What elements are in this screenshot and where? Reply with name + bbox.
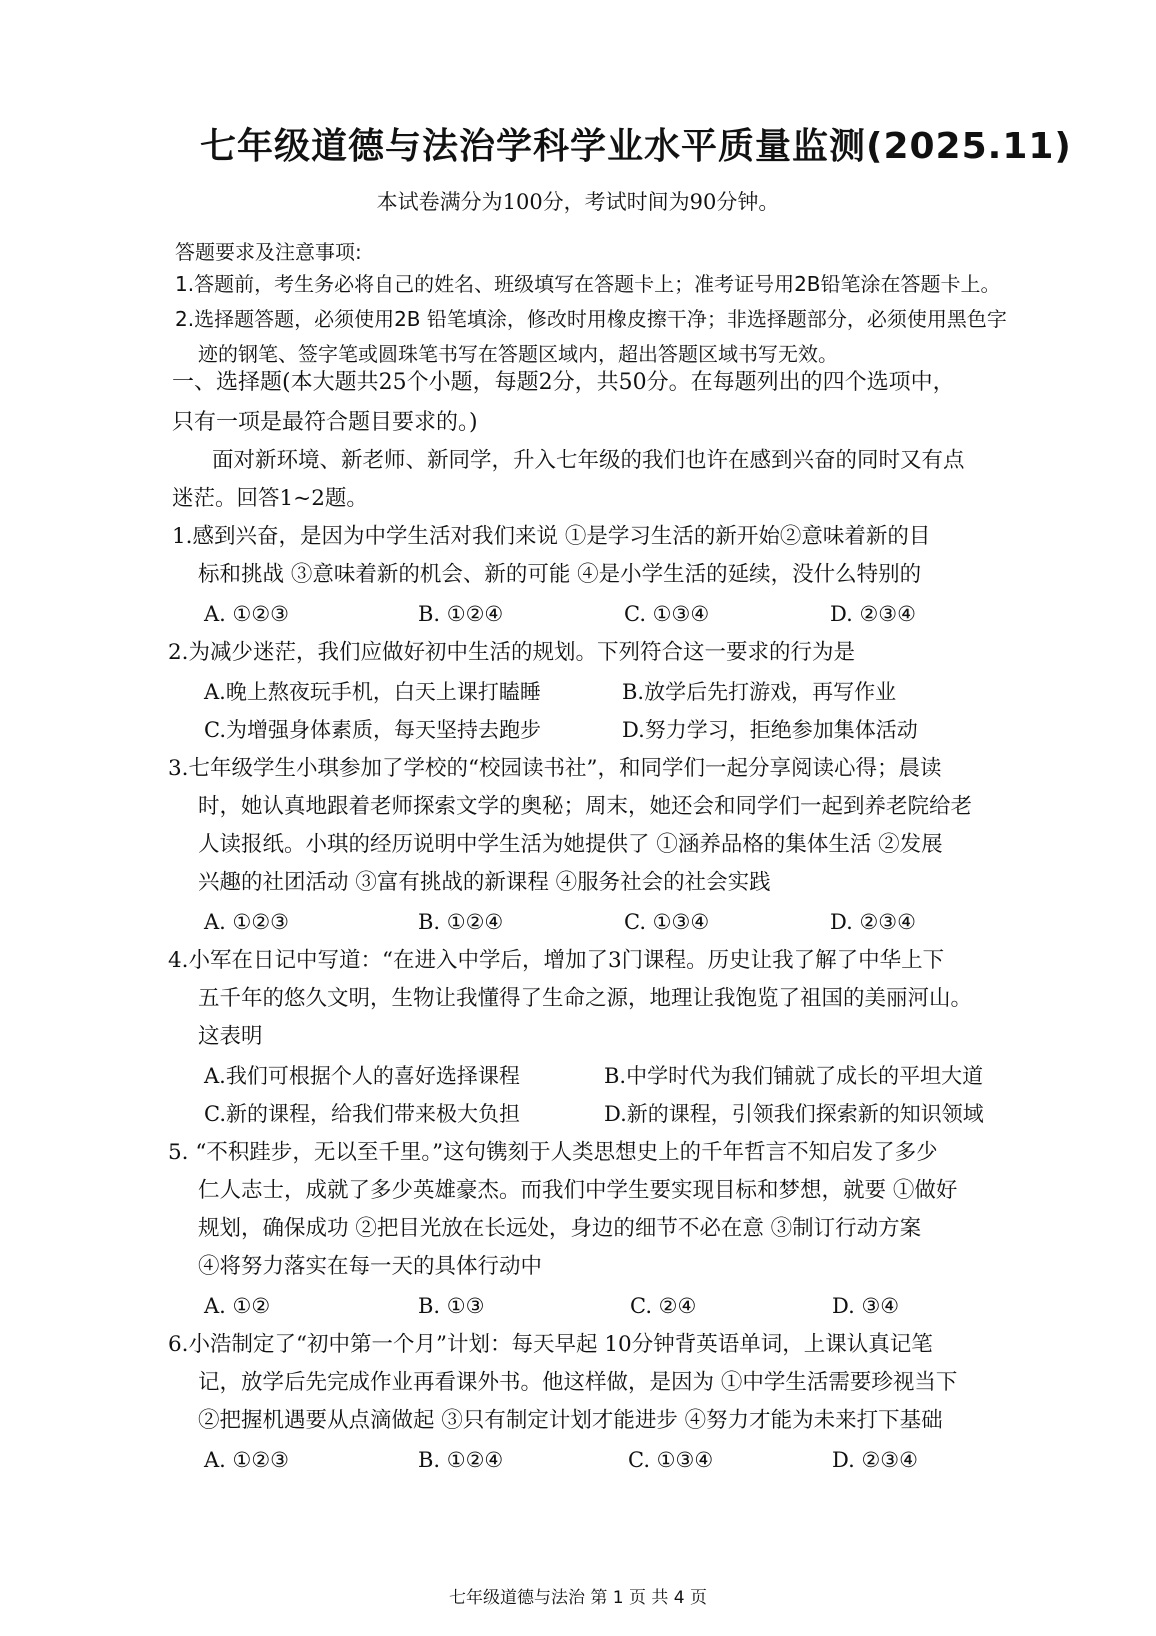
question-6-cont: ②把握机遇要从点滴做起 ③只有制定计划才能进步 ④努力才能为未来打下基础: [198, 1408, 943, 1433]
q1-option-a: A. ①②③: [204, 602, 289, 626]
question-3-cont: 兴趣的社团活动 ③富有挑战的新课程 ④服务社会的社会实践: [198, 870, 771, 895]
question-5-cont: 规划，确保成功 ②把目光放在长远处，身边的细节不必在意 ③制订行动方案: [198, 1216, 922, 1241]
q4-option-a: A.我们可根据个人的喜好选择课程: [204, 1064, 520, 1088]
q6-option-b: B. ①②④: [418, 1448, 504, 1472]
q5-option-a: A. ①②: [204, 1294, 271, 1318]
notice-item-1: 1.答题前，考生务必将自己的姓名、班级填写在答题卡上；准考证号用2B铅笔涂在答题卡上。: [175, 272, 1001, 296]
q5-option-b: B. ①③: [418, 1294, 485, 1318]
q2-option-d: D.努力学习，拒绝参加集体活动: [622, 718, 918, 742]
q3-option-a: A. ①②③: [204, 910, 289, 934]
q6-option-c: C. ①③④: [628, 1448, 714, 1472]
q2-option-a: A.晚上熬夜玩手机，白天上课打瞌睡: [204, 680, 541, 704]
question-6: 6.小浩制定了“初中第一个月”计划：每天早起 10分钟背英语单词，上课认真记笔: [168, 1332, 933, 1357]
notice-item-2-cont: 迹的钢笔、签字笔或圆珠笔书写在答题区域内，超出答题区域书写无效。: [198, 342, 838, 366]
question-1: 1.感到兴奋，是因为中学生活对我们来说 ①是学习生活的新开始②意味着新的目: [172, 524, 931, 549]
notice-heading: 答题要求及注意事项:: [175, 240, 362, 264]
q4-option-b: B.中学时代为我们铺就了成长的平坦大道: [604, 1064, 984, 1088]
question-4-cont: 五千年的悠久文明，生物让我懂得了生命之源，地理让我饱览了祖国的美丽河山。: [198, 986, 973, 1011]
q4-option-c: C.新的课程，给我们带来极大负担: [204, 1102, 520, 1126]
q4-option-d: D.新的课程，引领我们探索新的知识领域: [604, 1102, 984, 1126]
q3-option-b: B. ①②④: [418, 910, 504, 934]
question-6-cont: 记，放学后先完成作业再看课外书。他这样做，是因为 ①中学生活需要珍视当下: [198, 1370, 958, 1395]
q1-option-c: C. ①③④: [624, 602, 710, 626]
question-2: 2.为减少迷茫，我们应做好初中生活的规划。下列符合这一要求的行为是: [168, 640, 856, 665]
notice-item-2: 2.选择题答题，必须使用2B 铅笔填涂，修改时用橡皮擦干净；非选择题部分，必须使用黑色字: [175, 307, 1007, 331]
q3-option-c: C. ①③④: [624, 910, 710, 934]
q2-option-b: B.放学后先打游戏，再写作业: [622, 680, 897, 704]
q6-option-a: A. ①②③: [204, 1448, 289, 1472]
page-footer: 七年级道德与法治 第 1 页 共 4 页: [448, 1588, 708, 1608]
q1-option-d: D. ②③④: [830, 602, 916, 626]
q5-option-d: D. ③④: [832, 1294, 900, 1318]
intro-text-cont: 迷茫。回答1~2题。: [172, 486, 368, 511]
exam-info: 本试卷满分为100分，考试时间为90分钟。: [376, 190, 780, 214]
page-title: 七年级道德与法治学科学业水平质量监测(2025.11): [200, 126, 1072, 167]
section-heading-cont: 只有一项是最符合题目要求的。): [172, 410, 478, 435]
question-4: 4.小军在日记中写道：“在进入中学后，增加了3门课程。历史让我了解了中华上下: [168, 948, 945, 973]
question-3-cont: 人读报纸。小琪的经历说明中学生活为她提供了 ①涵养品格的集体生活 ②发展: [198, 832, 943, 857]
question-3-cont: 时，她认真地跟着老师探索文学的奥秘；周末，她还会和同学们一起到养老院给老: [198, 794, 973, 819]
q1-option-b: B. ①②④: [418, 602, 504, 626]
question-5: 5. “不积跬步，无以至千里。”这句镌刻于人类思想史上的千年哲言不知启发了多少: [168, 1140, 938, 1165]
q2-option-c: C.为增强身体素质，每天坚持去跑步: [204, 718, 541, 742]
question-5-cont: ④将努力落实在每一天的具体行动中: [198, 1254, 543, 1279]
q6-option-d: D. ②③④: [832, 1448, 918, 1472]
q5-option-c: C. ②④: [630, 1294, 697, 1318]
question-1-cont: 标和挑战 ③意味着新的机会、新的可能 ④是小学生活的延续，没什么特别的: [198, 562, 922, 587]
question-3: 3.七年级学生小琪参加了学校的“校园读书社”，和同学们一起分享阅读心得；晨读: [168, 756, 942, 781]
section-heading: 一、选择题(本大题共25个小题，每题2分，共50分。在每题列出的四个选项中，: [172, 370, 955, 395]
intro-text: 面对新环境、新老师、新同学，升入七年级的我们也许在感到兴奋的同时又有点: [212, 448, 965, 473]
q3-option-d: D. ②③④: [830, 910, 916, 934]
question-4-cont: 这表明: [198, 1024, 263, 1049]
question-5-cont: 仁人志士，成就了多少英雄豪杰。而我们中学生要实现目标和梦想，就要 ①做好: [198, 1178, 958, 1203]
